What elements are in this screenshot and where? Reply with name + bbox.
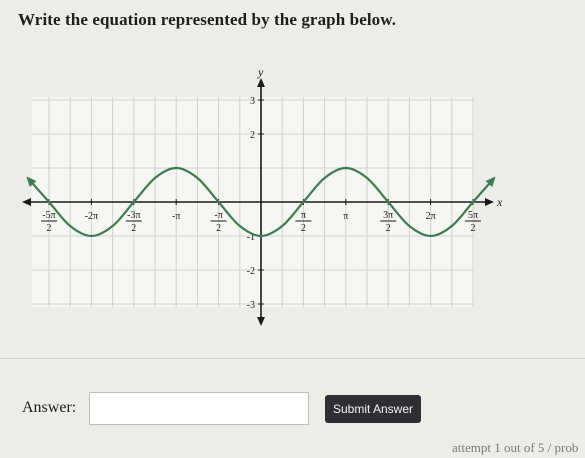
x-tick-text: π [343, 211, 349, 222]
answer-label: Answer: [22, 399, 77, 416]
x-tick-numerator: -5π [42, 210, 56, 221]
y-tick-label: 3 [250, 96, 255, 107]
answer-input[interactable] [89, 392, 309, 425]
x-tick-denominator: 2 [300, 223, 306, 234]
x-tick-numerator: 5π [467, 210, 479, 221]
x-tick-denominator: 2 [216, 223, 222, 234]
y-axis-arrow-down [257, 317, 265, 326]
x-tick-text: 2π [425, 211, 436, 222]
x-tick-numerator: -π [214, 210, 223, 221]
y-axis-arrow-up [257, 78, 265, 87]
y-tick-label: -2 [246, 266, 255, 277]
attempt-counter: attempt 1 out of 5 / prob [452, 440, 579, 455]
x-tick-text: -2π [84, 211, 99, 222]
x-tick-denominator: 2 [131, 223, 137, 234]
question-prompt: Write the equation represented by the graph below. [18, 10, 397, 29]
x-tick-text: -π [172, 211, 181, 222]
x-tick-denominator: 2 [385, 223, 391, 234]
submit-answer-button[interactable]: Submit Answer [325, 395, 421, 423]
x-tick-denominator: 2 [46, 223, 52, 234]
x-axis-arrow-right [485, 198, 494, 206]
y-tick-label: -1 [246, 232, 255, 243]
x-tick-denominator: 2 [470, 223, 476, 234]
x-tick-numerator: -3π [127, 210, 141, 221]
x-axis-arrow-left [22, 198, 31, 206]
x-axis-label: x [497, 195, 503, 209]
y-axis-label: y [258, 65, 264, 79]
sine-graph [0, 60, 585, 328]
section-divider [0, 358, 585, 359]
y-tick-label: -3 [246, 300, 255, 311]
x-tick-numerator: π [300, 210, 306, 221]
y-tick-label: 2 [250, 130, 255, 141]
x-tick-numerator: 3π [383, 210, 394, 221]
